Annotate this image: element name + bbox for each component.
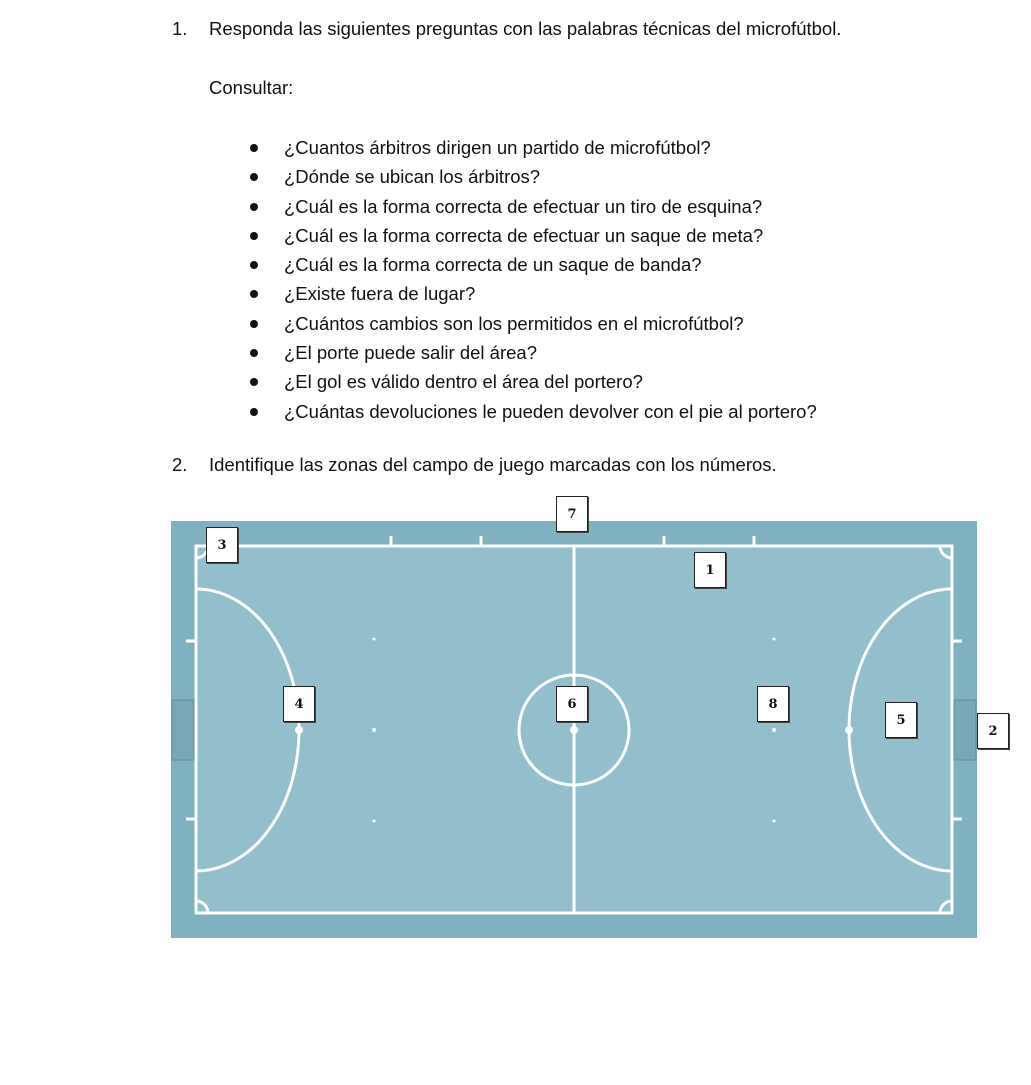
left-penalty-spot bbox=[295, 726, 303, 734]
zone-label-7: 7 bbox=[556, 496, 588, 532]
zone-label-5: 5 bbox=[885, 702, 917, 738]
marker-dot bbox=[373, 820, 376, 823]
list-item: ¿Cuál es la forma correcta de un saque de banda? bbox=[248, 250, 817, 279]
left-second-penalty-spot bbox=[372, 728, 376, 732]
right-penalty-spot bbox=[845, 726, 853, 734]
list-item: ¿Cuál es la forma correcta de efectuar un tiro de esquina? bbox=[248, 192, 817, 221]
question-2-number: 2. bbox=[172, 454, 188, 475]
list-item: ¿Cuantos árbitros dirigen un partido de microfútbol? bbox=[248, 133, 817, 162]
question-2 bbox=[172, 454, 777, 476]
question-list bbox=[248, 133, 817, 426]
question-1-text: Responda las siguientes preguntas con las palabras técnicas del microfútbol. bbox=[209, 18, 842, 39]
futsal-court-diagram bbox=[171, 521, 977, 938]
list-item: ¿Cuál es la forma correcta de efectuar un saque de meta? bbox=[248, 221, 817, 250]
marker-dot bbox=[373, 638, 376, 641]
zone-label-3: 3 bbox=[206, 527, 238, 563]
list-item: ¿Cuántas devoluciones le pueden devolver con el pie al portero? bbox=[248, 397, 817, 426]
question-1-number: 1. bbox=[172, 18, 188, 39]
right-goal bbox=[954, 700, 976, 760]
zone-label-6: 6 bbox=[556, 686, 588, 722]
left-goal bbox=[172, 700, 194, 760]
list-item: ¿Dónde se ubican los árbitros? bbox=[248, 162, 817, 191]
zone-label-1: 1 bbox=[694, 552, 726, 588]
marker-dot bbox=[773, 820, 776, 823]
right-second-penalty-spot bbox=[772, 728, 776, 732]
marker-dot bbox=[773, 638, 776, 641]
center-spot bbox=[570, 726, 578, 734]
zone-label-2: 2 bbox=[977, 713, 1009, 749]
consult-label: Consultar: bbox=[209, 77, 294, 98]
question-1 bbox=[172, 18, 841, 40]
zone-label-8: 8 bbox=[757, 686, 789, 722]
question-2-text: Identifique las zonas del campo de juego marcadas con los números. bbox=[209, 454, 777, 475]
list-item: ¿Existe fuera de lugar? bbox=[248, 279, 817, 308]
list-item: ¿El porte puede salir del área? bbox=[248, 338, 817, 367]
list-item: ¿Cuántos cambios son los permitidos en el microfútbol? bbox=[248, 309, 817, 338]
zone-label-4: 4 bbox=[283, 686, 315, 722]
list-item: ¿El gol es válido dentro el área del portero? bbox=[248, 367, 817, 396]
